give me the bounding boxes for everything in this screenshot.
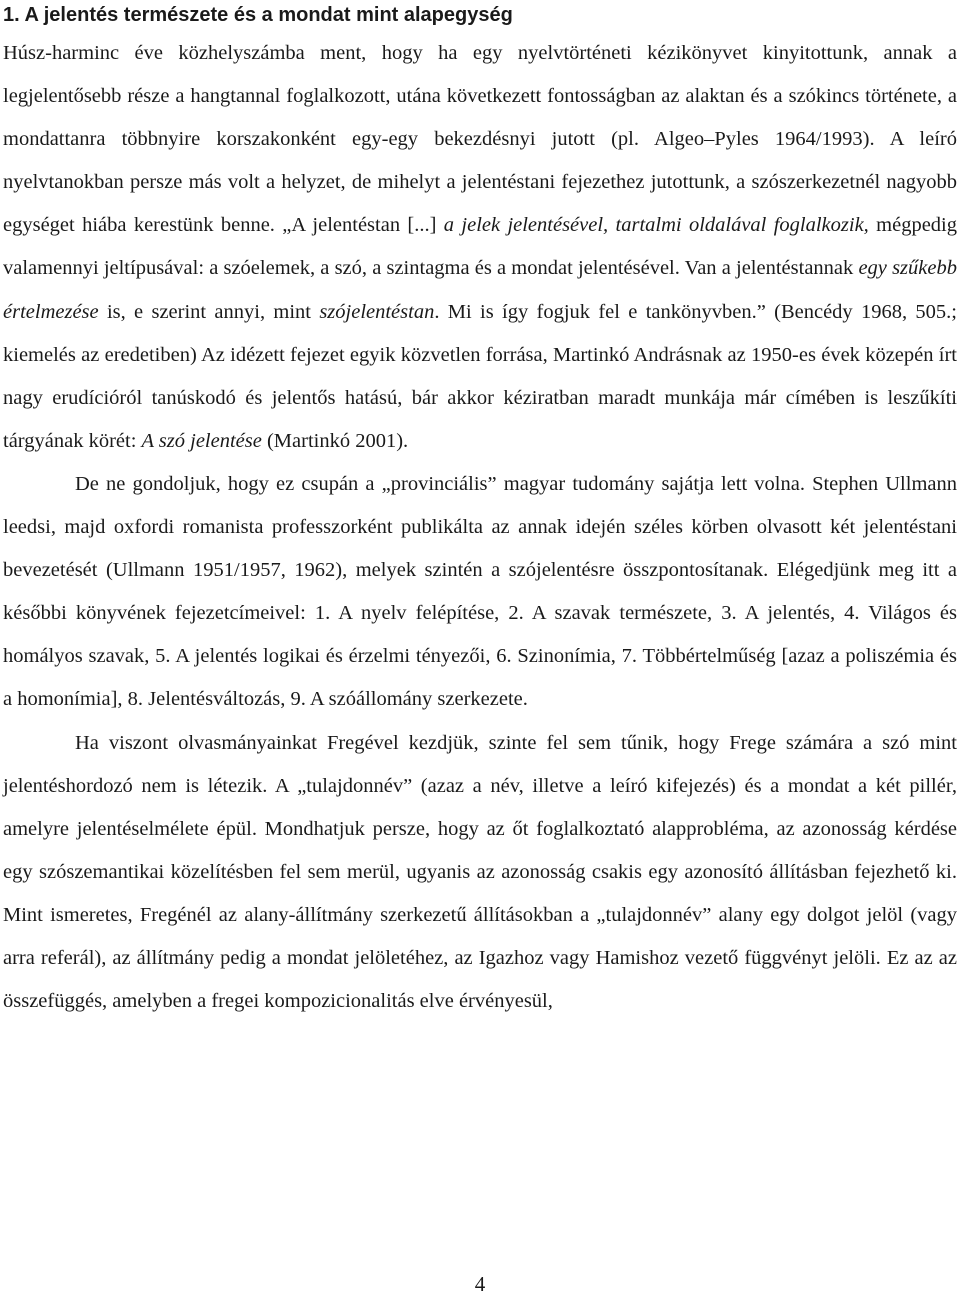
paragraph-1-text: (Martinkó 2001). — [261, 429, 409, 452]
book-title: A szó jelentése — [141, 429, 262, 452]
paragraph-1-text: . Mi is így fogjuk fel e tankönyvben.” (Bencédy 1968, 505.; kiemelés az eredetiben) Az idézett fejezet egyik közvetlen forrása, Martinkó Andrásnak az 1950-es évek közepén írt nagy erudícióról tanúskodó és jelentős hatású, bár akkor kéziratban maradt munkája már címében is leszűkíti tárgyának körét: — [3, 300, 957, 452]
paragraph-2: De ne gondoljuk, hogy ez csupán a „provinciális” magyar tudomány sajátja lett volna. Stephen Ullmann leedsi, majd oxfordi romanista professzorként publikálta az annak idején széles körben olvasott két jelentéstani bevezetését (Ullmann 1951/1957, 1962), melyek szintén a szójelentésre összpontosítanak. Elégedjünk meg itt a későbbi könyvének fejezetcímeivel: 1. A nyelv felépítése, 2. A szavak természete, 3. A jelentés, 4. Világos és homályos szavak, 5. A jelentés logikai és érzelmi tényezői, 6. Szinonímia, 7. Többértelműség [azaz a poliszémia és a homonímia], 8. Jelentésváltozás, 9. A szóállomány szerkezete. — [3, 472, 957, 711]
body-text — [3, 32, 957, 1023]
paragraph-1-text: Húsz-harminc éve közhelyszámba ment, hogy ha egy nyelvtörténeti kézikönyvet kinyitottunk, annak a legjelentősebb része a hangtannal foglalkozott, utána következett fontosságban az alaktan és a szókincs története, a mondattanra többnyire korszakonként egy-egy bekezdésnyi jutott (pl. Algeo–Pyles 1964/1993). A leíró nyelvtanokban persze más volt a helyzet, de mihelyt a jelentéstani fejezethez jutottunk, a szószerkezetnél nagyobb egységet hiába kerestünk benne. „A jelentéstan [...] — [3, 42, 957, 237]
paragraph-1-text: mégpedig valamennyi jeltípusával: a szóelemek, a szó, a szintagma és a mondat jelentésével. Van a jelentéstannak — [3, 214, 958, 280]
emphasis-term: egy szűkebb értelmezése — [3, 257, 957, 323]
emphasis-term: szójelentéstan — [319, 300, 435, 323]
section-heading: 1. A jelentés természete és a mondat mint alapegység — [3, 4, 513, 26]
paragraph-1-text: is, e szerint annyi, mint — [98, 300, 320, 323]
paragraph-3: Ha viszont olvasmányainkat Fregével kezdjük, szinte fel sem tűnik, hogy Frege számára a szó mint jelentéshordozó nem is létezik. A „tulajdonnév” (azaz a név, illetve a leíró kifejezés) és a mondat a két pillér, amelyre jelentéselmélete épül. Mondhatjuk persze, hogy az őt foglalkoztató alapprobléma, az azonosság kérdése egy szószemantikai közelítésben fel sem merül, ugyanis az azonosság csakis egy azonosító állításban fejezhető ki. Mint ismeretes, Fregénél az alany-állítmány szerkezetű állításokban a „tulajdonnév” alany egy dolgot jelöl (vagy arra referál), az állítmány pedig a mondat jelöletéhez, az Igazhoz vagy Hamishoz vezető függvényt jelöli. Ez az az összefüggés, amelyben a fregei kompozicionalitás elve érvényesül, — [3, 731, 957, 1013]
emphasis-quote: a jelek jelentésével, tartalmi oldalával foglalkozik, — [436, 214, 869, 237]
page-number: 4 — [474, 1272, 486, 1296]
paragraph-1 — [3, 32, 957, 463]
